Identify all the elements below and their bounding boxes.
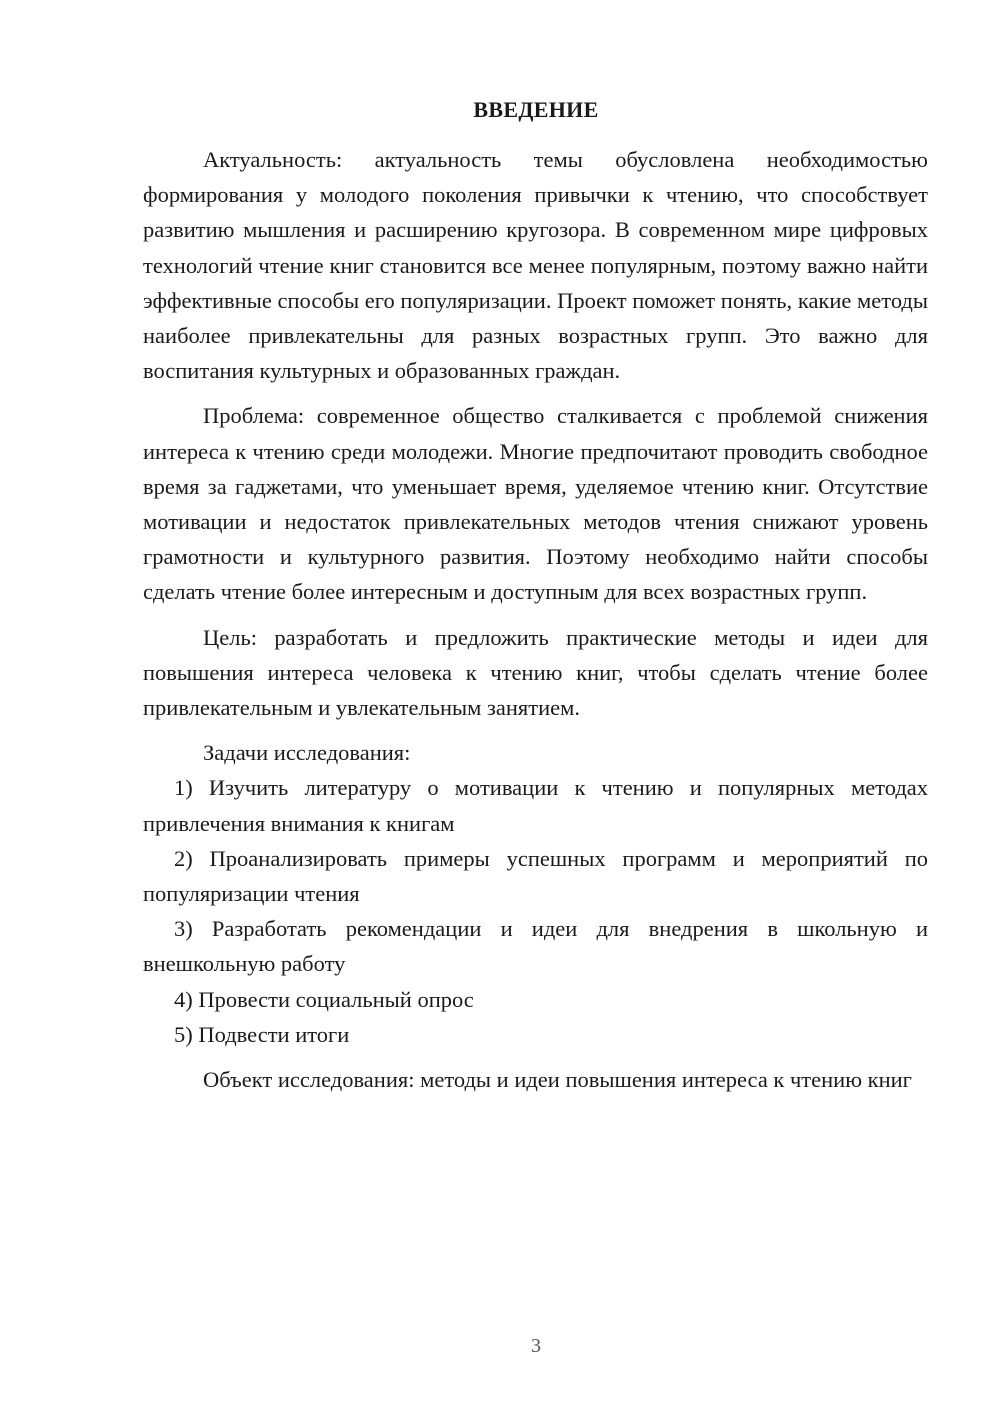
tasks-heading: Задачи исследования:: [203, 740, 411, 766]
paragraph-problem: Проблема: современное общество сталкивается с проблемой снижения интереса к чтению среди молодежи. Многие предпочитают проводить свободное время за гаджетами, что уменьшает время, уделяемое чтению книг. Отсутствие мотивации и недостаток привлекательных методов чтения снижают уровень грамотности и культурного развития. Поэтому необходимо найти способы сделать чтение более интересным и доступным для всех возрастных групп.: [143, 403, 928, 605]
document-body: [143, 142, 928, 1097]
paragraph-relevance: Актуальность: актуальность темы обусловлена необходимостью формирования у молодого поколения привычки к чтению, что способствует развитию мышления и расширению кругозора. В современном мире цифровых технологий чтение книг становится все менее популярным, поэтому важно найти эффективные способы его популяризации. Проект поможет понять, какие методы наиболее привлекательны для разных возрастных групп. Это важно для воспитания культурных и образованных граждан.: [143, 147, 928, 384]
page-number: 3: [531, 1335, 541, 1357]
task-item-2: 2) Проанализировать примеры успешных программ и мероприятий по популяризации чтения: [143, 845, 928, 907]
paragraph-goal: Цель: разработать и предложить практические методы и идеи для повышения интереса человека к чтению книг, чтобы сделать чтение более привлекательным и увлекательным занятием.: [143, 624, 928, 721]
paragraph-object: Объект исследования: методы и идеи повышения интереса к чтению книг: [203, 1067, 912, 1093]
task-item-3: 3) Разработать рекомендации и идеи для внедрения в школьную и внешкольную работу: [143, 916, 928, 977]
task-item-5: 5) Подвести итоги: [174, 1021, 350, 1047]
section-heading: ВВЕДЕНИЕ: [473, 97, 599, 122]
task-item-4: 4) Провести социальный опрос: [174, 986, 474, 1012]
task-item-1: 1) Изучить литературу о мотивации к чтению и популярных методах привлечения внимания к книгам: [143, 775, 928, 836]
